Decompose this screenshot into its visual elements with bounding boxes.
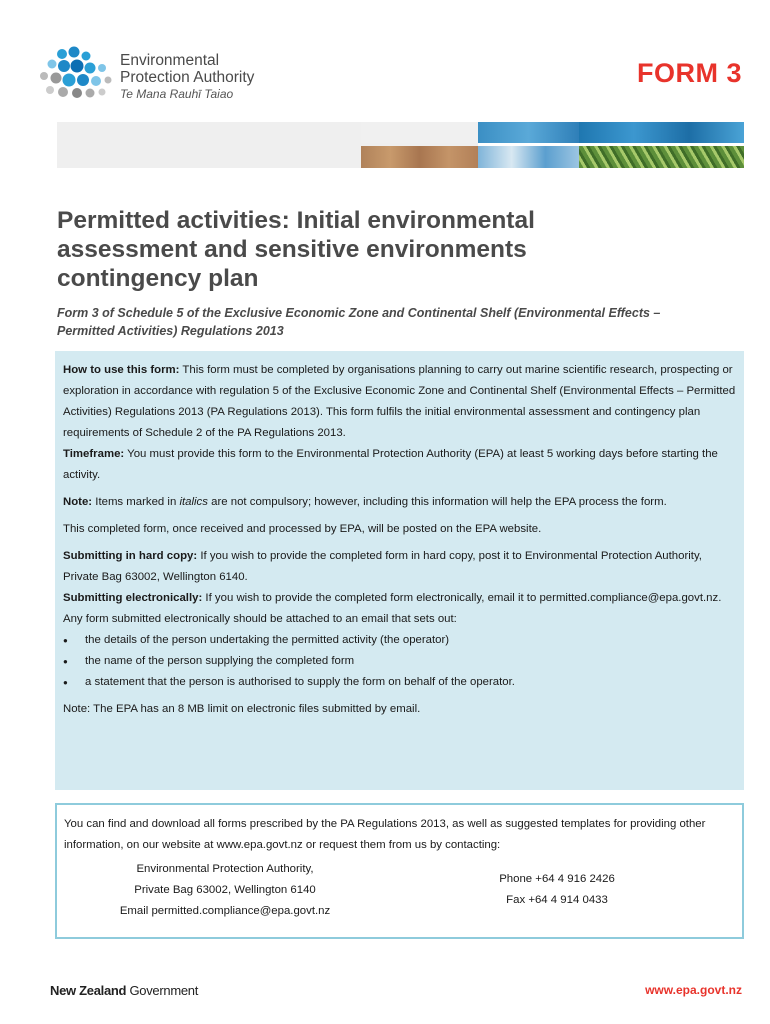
- list-item: ● a statement that the person is authorised to supply the form on behalf of the operator.: [63, 672, 736, 693]
- hardcopy-paragraph: Submitting in hard copy: If you wish to provide the completed form in hard copy, post it to Environmental Protection Authority, Private Bag 63002, Wellington 6140.: [63, 550, 702, 583]
- address-line1: Environmental Protection Authority,: [136, 863, 314, 875]
- header-banner: [57, 122, 744, 168]
- org-name-line1: Environmental: [120, 52, 220, 69]
- epa-wordmark: [120, 52, 254, 101]
- instructions-panel: [55, 351, 744, 790]
- contact-intro: You can find and download all forms prescribed by the PA Regulations 2013, as well as suggested templates for providing other information, on our website at www.epa.govt.nz or request them from us by contacting:: [64, 818, 706, 851]
- contact-panel: [55, 803, 744, 939]
- electronic-paragraph: Submitting electronically: If you wish to provide the completed form electronically, email it to permitted.compliance@epa.govt.nz.: [63, 592, 722, 604]
- file-limit-note: Note: The EPA has an 8 MB limit on electronic files submitted by email.: [63, 703, 421, 715]
- note-paragraph: Note: Items marked in italics are not compulsory; however, including this information will help the EPA process the form.: [63, 496, 667, 508]
- banner-image-soil: [361, 122, 478, 168]
- org-name-maori: Te Mana Rauhī Taiao: [120, 87, 234, 101]
- address-line2: Private Bag 63002, Wellington 6140: [134, 884, 316, 896]
- list-item: ● the name of the person supplying the completed form: [63, 651, 736, 672]
- nz-government-logo: New Zealand Government: [50, 983, 199, 998]
- posted-paragraph: This completed form, once received and processed by EPA, will be posted on the EPA website.: [63, 523, 542, 535]
- form-number: FORM 3: [636, 58, 742, 88]
- how-to-use-paragraph: How to use this form: This form must be completed by organisations planning to carry out marine scientific research, prospecting or exploration in accordance with regulation 5 of the Exclusive Economic Zone and Continental Shelf (Environmental Effects – Permitted Activities) Regulations 2013 (PA Regulations 2013). This form fulfils the initial environmental assessment and contingency plan requirements of Schedule 2 of the PA Regulations 2013.: [63, 364, 736, 439]
- page-title: Permitted activities: Initial environmental assessment and sensitive environments contingency plan: [57, 207, 535, 292]
- banner-image-sky: [478, 122, 579, 168]
- epa-dots-icon: [36, 46, 114, 102]
- contact-fax: Fax +64 4 914 0433: [506, 894, 608, 906]
- banner-image-fern: [579, 122, 744, 168]
- contact-email[interactable]: Email permitted.compliance@epa.govt.nz: [119, 905, 331, 917]
- contact-address: [95, 859, 355, 922]
- list-item: ● the details of the person undertaking the permitted activity (the operator): [63, 630, 736, 651]
- contact-phone-fax: [457, 869, 657, 911]
- org-name-line2: Protection Authority: [120, 69, 255, 86]
- page-subtitle: Form 3 of Schedule 5 of the Exclusive Economic Zone and Continental Shelf (Environmental Effects – Permitted Activities) Regulations 2013: [57, 306, 661, 338]
- attach-paragraph: Any form submitted electronically should be attached to an email that sets out:: [63, 613, 457, 625]
- website-link[interactable]: www.epa.govt.nz: [645, 983, 742, 997]
- email-requirements-list: [63, 630, 736, 693]
- contact-phone: Phone +64 4 916 2426: [499, 873, 615, 885]
- epa-logo: [36, 46, 296, 102]
- timeframe-paragraph: Timeframe: You must provide this form to the Environmental Protection Authority (EPA) at least 5 working days before starting the activity.: [63, 448, 718, 481]
